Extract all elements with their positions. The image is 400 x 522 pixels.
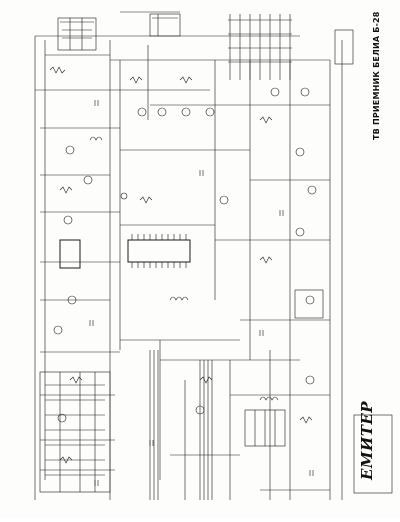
wire-bundle [150, 350, 212, 500]
block-tuner [58, 18, 96, 50]
wire-left-bus [35, 36, 342, 500]
block-crt [150, 14, 180, 36]
schematic-title: ТВ ПРИЕМНИК БЕЛИА Б-28 [372, 11, 381, 140]
resistor-group [50, 67, 312, 463]
ic-left [60, 240, 80, 268]
brand-logo: ЕМИТЕР [358, 400, 376, 480]
capacitor-group [90, 100, 313, 486]
terminal-strip [230, 14, 290, 80]
wire-top-rail [35, 12, 330, 490]
block-power [40, 372, 110, 492]
legend-box [335, 30, 353, 64]
ic-main [128, 240, 190, 262]
